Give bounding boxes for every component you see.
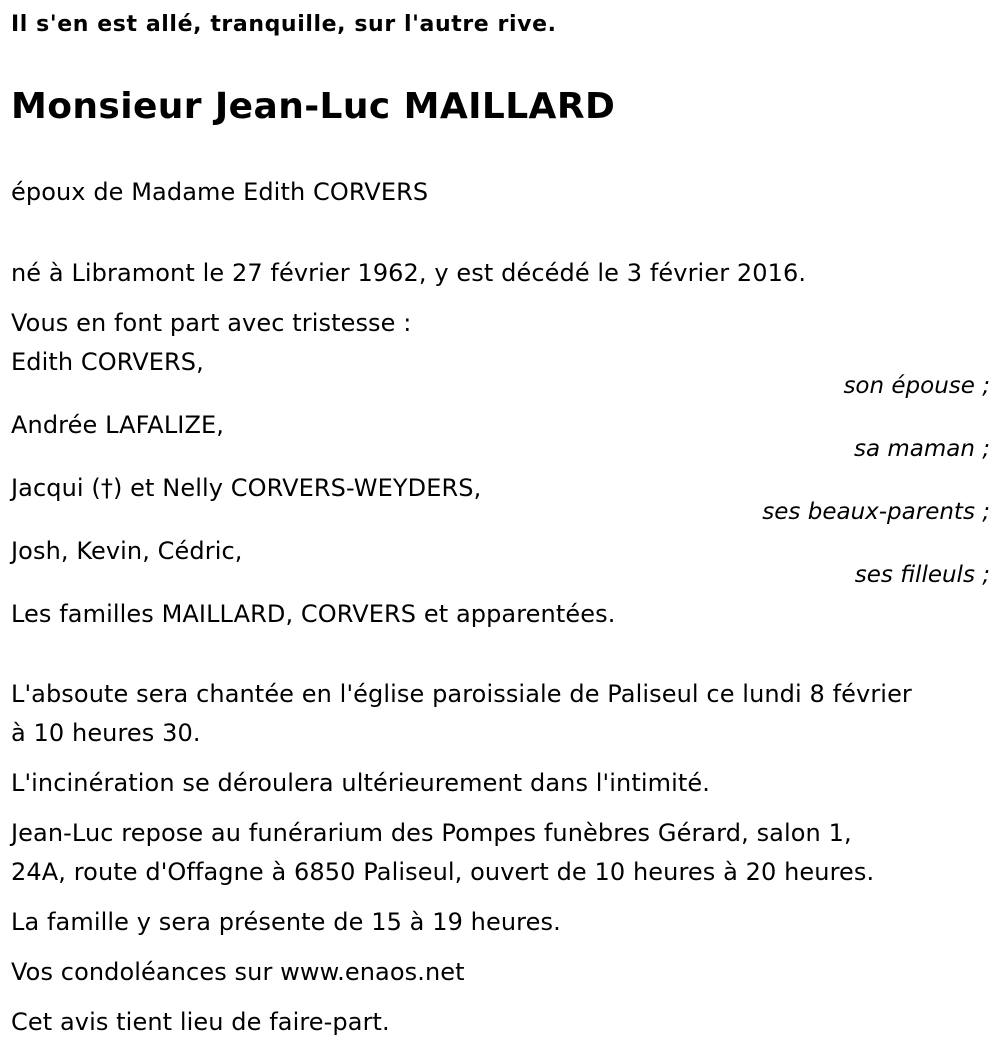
- mourner-name: Andrée LAFALIZE,: [11, 411, 225, 439]
- closing-line: Cet avis tient lieu de faire-part.: [11, 1008, 390, 1036]
- mourner-name: Josh, Kevin, Cédric,: [11, 537, 243, 565]
- funeral-home-address-line: 24A, route d'Offagne à 6850 Paliseul, ouvert de 10 heures à 20 heures.: [11, 858, 875, 886]
- family-presence-line: La famille y sera présente de 15 à 19 heures.: [11, 908, 561, 936]
- deceased-name-heading: Monsieur Jean-Luc MAILLARD: [11, 86, 616, 127]
- announcement-intro: Vous en font part avec tristesse :: [11, 309, 412, 337]
- mourner-name: Jacqui (†) et Nelly CORVERS-WEYDERS,: [11, 474, 482, 502]
- mourner-relation: ses beaux-parents ;: [762, 499, 990, 525]
- mourner-relation: son épouse ;: [843, 373, 990, 399]
- mourner-relation: ses filleuls ;: [854, 562, 990, 588]
- mourner-relation: sa maman ;: [853, 436, 990, 462]
- families-line: Les familles MAILLARD, CORVERS et apparentées.: [11, 600, 616, 628]
- condolences-line: Vos condoléances sur www.enaos.net: [11, 958, 465, 986]
- funeral-home-line: Jean-Luc repose au funérarium des Pompes funèbres Gérard, salon 1,: [11, 819, 852, 847]
- mourner-name: Edith CORVERS,: [11, 348, 204, 376]
- spouse-line: époux de Madame Edith CORVERS: [11, 178, 429, 206]
- birth-death-line: né à Libramont le 27 février 1962, y est décédé le 3 février 2016.: [11, 259, 807, 287]
- epigraph-quote: Il s'en est allé, tranquille, sur l'autre rive.: [11, 12, 557, 37]
- cremation-line: L'incinération se déroulera ultérieurement dans l'intimité.: [11, 769, 710, 797]
- absolution-time-line: à 10 heures 30.: [11, 719, 201, 747]
- absolution-line: L'absoute sera chantée en l'église paroissiale de Paliseul ce lundi 8 février: [11, 680, 912, 708]
